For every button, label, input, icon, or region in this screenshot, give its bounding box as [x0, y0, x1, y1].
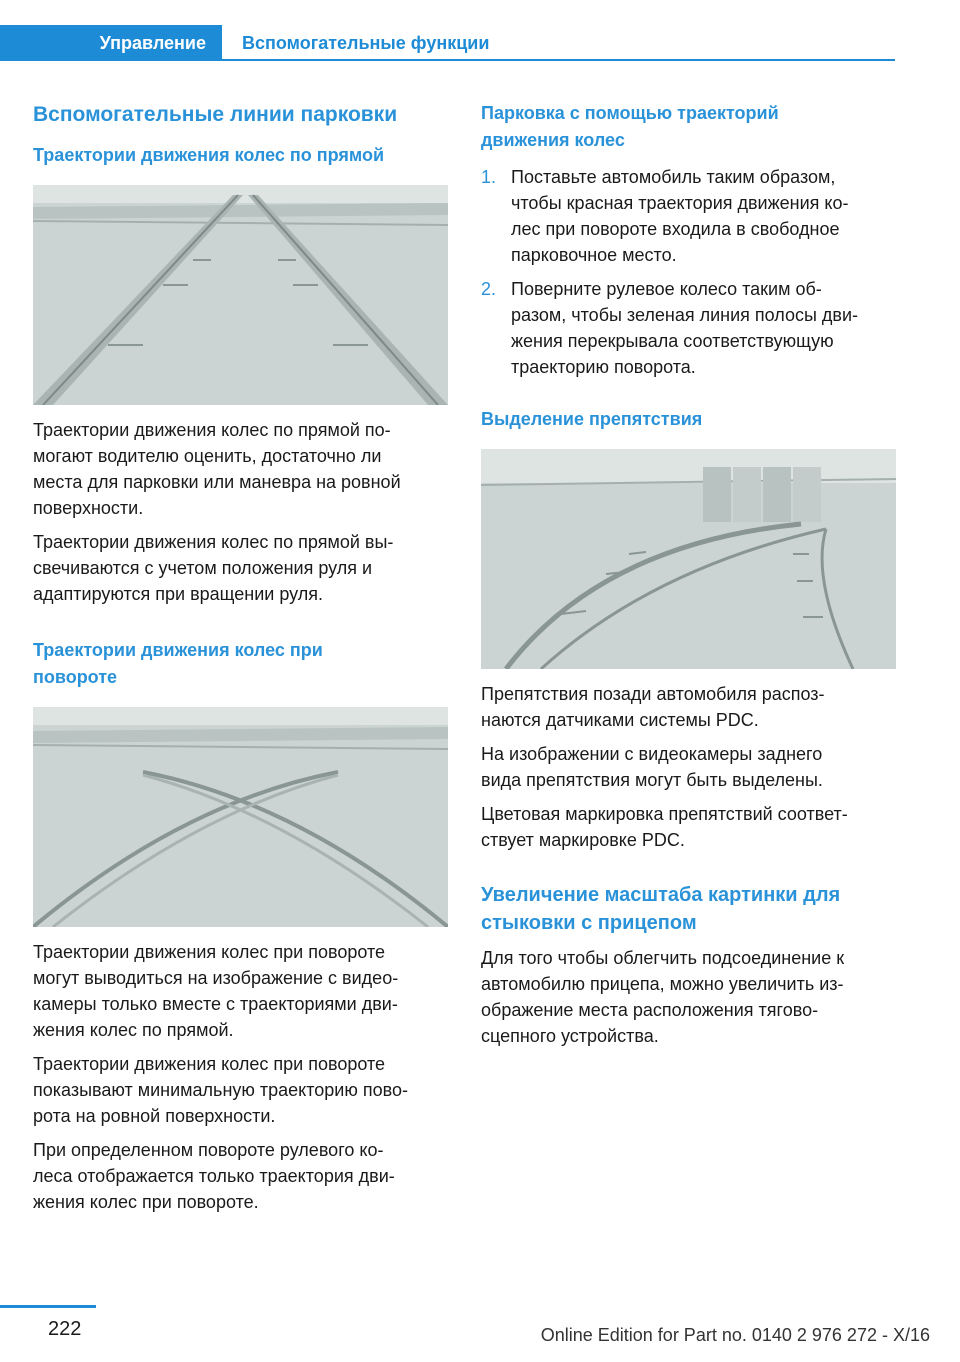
page-header	[0, 25, 895, 61]
parking-steps	[481, 164, 896, 380]
turning-paragraph-1: Траектории движения колес при повороте могут выводиться на изображение с видео- камеры только вместе с траекториями дви- жения колес по прямой.	[33, 942, 399, 1040]
step-text: Поставьте автомобиль таким образом, чтобы красная траектория движения ко- лес при повороте входила в свободное парковочное место.	[511, 167, 849, 265]
turning-paragraph-2: Траектории движения колес при повороте показывают минимальную траекторию пово- рота на ровной поверхности.	[33, 1054, 408, 1126]
left-column	[33, 100, 448, 1215]
turning-paragraph-3: При определенном повороте рулевого ко- леса отображается только траектория дви- жения колес при повороте.	[33, 1140, 395, 1212]
turning-lines-image	[33, 707, 448, 927]
zoom-paragraph-1: Для того чтобы облегчить подсоединение к автомобилю прицепа, можно увеличить из- ображение места расположения тягово- сцепного устройства.	[481, 948, 845, 1046]
step-number: 2.	[481, 279, 497, 299]
step-item	[481, 276, 896, 380]
chapter-tab: Управление	[0, 25, 222, 61]
straight-lines-figure	[33, 185, 448, 405]
straight-paragraph-2: Траектории движения колес по прямой вы- свечиваются с учетом положения руля и адаптируются при вращении руля.	[33, 532, 394, 604]
obstacle-paragraph-2: На изображении с видеокамеры заднего вида препятствия могут быть выделены.	[481, 744, 823, 790]
page-title: Вспомогательные линии парковки	[33, 103, 398, 126]
edition-info: Online Edition for Part no. 0140 2 976 272 - X/16	[540, 1325, 930, 1345]
section-tab: Вспомогательные функции	[242, 32, 490, 53]
straight-paragraph-1: Траектории движения колес по прямой по- могают водителю оценить, достаточно ли места для парковки или маневра на ровной поверхности.	[33, 420, 401, 518]
straight-lines-image	[33, 185, 448, 405]
obstacle-paragraph-3: Цветовая маркировка препятствий соответ- ствует маркировке PDC.	[481, 804, 848, 850]
obstacle-image	[481, 449, 896, 669]
step-item	[481, 164, 896, 268]
section-heading-zoom: Увеличение масштаба картинки для стыковки с прицепом	[481, 884, 841, 934]
section-heading-turning: Траектории движения колес при повороте	[33, 640, 323, 687]
obstacle-figure	[481, 449, 896, 669]
obstacle-paragraph-1: Препятствия позади автомобиля распоз- наются датчиками системы PDC.	[481, 684, 825, 730]
turning-lines-figure	[33, 707, 448, 927]
header-rule	[222, 59, 895, 61]
right-column	[481, 100, 896, 1049]
section-heading-parking: Парковка с помощью траекторий движения колес	[481, 103, 779, 150]
footer-rule	[0, 1305, 96, 1308]
step-text: Поверните рулевое колесо таким об- разом, чтобы зеленая линия полосы дви- жения перекрывала соответствующую траекторию поворота.	[511, 279, 859, 377]
section-heading-straight: Траектории движения колес по прямой	[33, 145, 385, 165]
step-number: 1.	[481, 167, 497, 187]
section-heading-obstacle: Выделение препятствия	[481, 409, 703, 429]
page-number: 222	[48, 1318, 82, 1340]
